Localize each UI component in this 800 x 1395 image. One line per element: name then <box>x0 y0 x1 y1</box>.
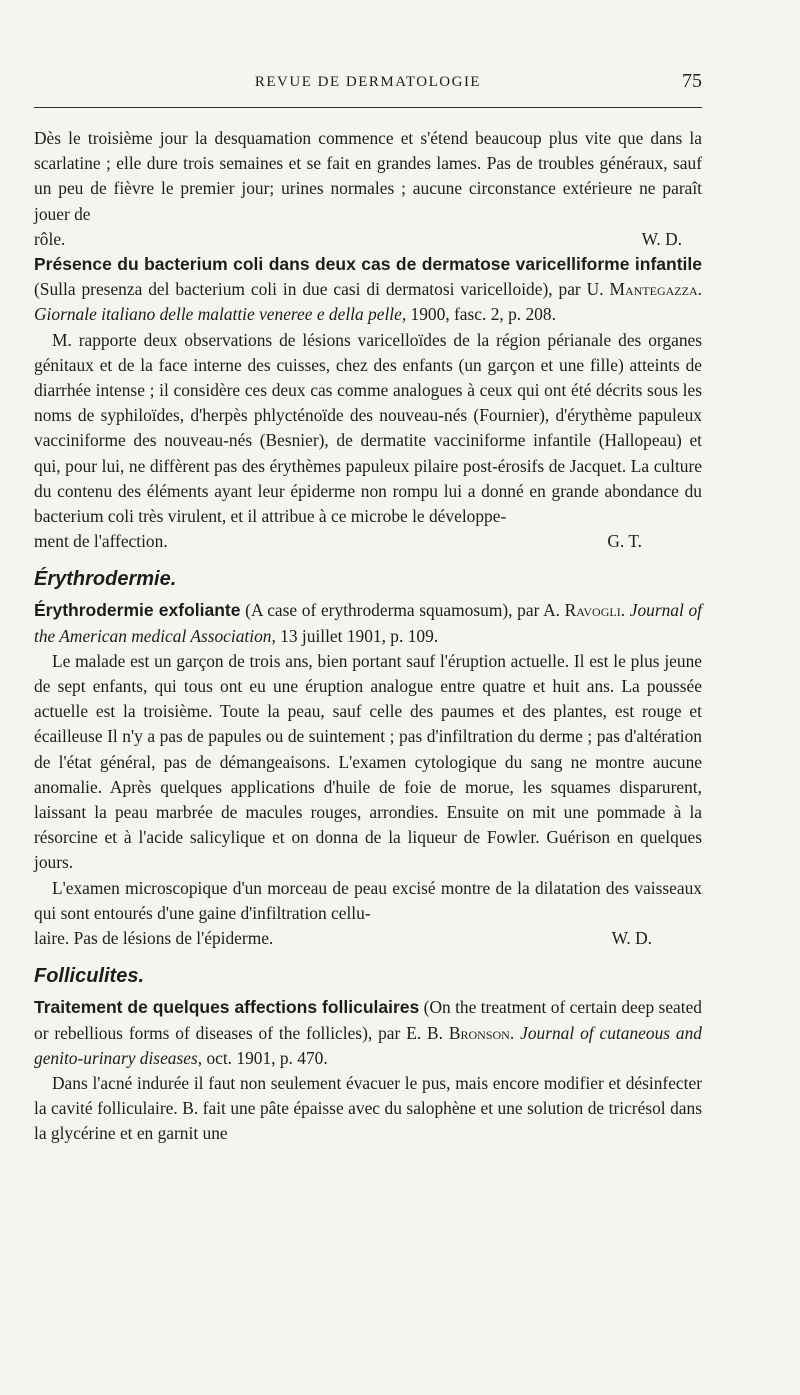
article-reference: 1900, fasc. 2, p. 208. <box>406 304 556 325</box>
article-subtitle: (Sulla presenza del bacterium coli in due casi di dermatosi varicelloide), par U. <box>34 279 610 300</box>
signature: G. T. <box>607 531 642 552</box>
section-heading: Folliculites. <box>34 965 145 988</box>
article-subtitle: (On the treatment of certain deep seated or rebellious forms of diseases of the follicles), par E. B. <box>34 997 702 1043</box>
paragraph-end <box>34 926 702 951</box>
article-reference: oct. 1901, p. 470. <box>202 1047 328 1068</box>
paragraph: Dès le troisième jour la desquamation commence et s'étend beaucoup plus vite que dans la scarlatine ; elle dure trois semaines et se fait en grandes lames. Pas de troubles généraux, sauf un peu de fièvre le premier jour; urines normales ; aucune circonstance extérieure ne paraît jouer de <box>34 128 702 224</box>
article-author: Mantegazza <box>609 279 698 300</box>
article-sep: . <box>620 600 630 621</box>
article-title: Érythrodermie exfoliante <box>34 600 241 621</box>
article-header <box>34 252 702 328</box>
article-title: Présence du bacterium coli dans deux cas de dermatose varicelliforme infantile <box>34 254 702 275</box>
paragraph: L'examen microscopique d'un morceau de peau excisé montre de la dilatation des vaisseaux qui sont entourés d'une gaine d'infiltration cellu- <box>34 877 702 923</box>
section-heading: Érythrodermie. <box>34 568 177 591</box>
paragraph: M. rapporte deux observations de lésions varicelloïdes de la région périanale des organes génitaux et de la face interne des cuisses, chez des enfants (un garçon et une fille) atteints de diarrhée intense ; il considère ces deux cas comme analogues à ceux qui ont été décrits sous les noms de syphiloïdes, d'herpès phlycténoïde des nouveau-nés (Fournier), d'érythème papuleux vacciniforme des nouveau-nés (Besnier), de dermatite vacciniforme infantile (Hallopeau) et qui, pour lui, ne diffèrent pas des érythèmes papuleux pilaire post-érosifs de Jacquet. La culture du contenu des éléments ayant leur épiderme non rompu lui a donné en grande abondance du bacterium coli très virulent, et il attribue à ce microbe le développe- <box>34 329 702 527</box>
article-reference: 13 juillet 1901, p. 109. <box>275 625 439 646</box>
article-sep: . <box>509 1022 521 1043</box>
last-line: laire. Pas de lésions de l'épiderme. <box>34 928 274 949</box>
running-head <box>34 70 702 96</box>
last-line: rôle. <box>34 228 66 249</box>
paragraph-end <box>34 529 702 554</box>
article-journal: Journal of the American medical Association, <box>34 600 703 646</box>
header-rule <box>34 107 702 108</box>
article-journal: Journal of cutaneous and genito-urinary diseases, <box>34 1022 703 1068</box>
signature: W. D. <box>641 228 682 249</box>
body-text <box>34 126 702 1147</box>
page-number: 75 <box>682 70 702 92</box>
article-journal: Giornale italiano delle malattie veneree e della pelle, <box>34 304 407 325</box>
article-title: Traitement de quelques affections folliculaires <box>34 997 420 1018</box>
article-author: Bronson <box>448 1022 510 1043</box>
paragraph: Dans l'acné indurée il faut non seulement évacuer le pus, mais encore modifier et désinfecter la cavité folliculaire. B. fait une pâte épaisse avec du salophène et une solution de tricrésol dans la glycérine et en garnit une <box>34 1072 702 1144</box>
article-header <box>34 995 702 1071</box>
paragraph-end <box>34 227 702 252</box>
article-sep: . <box>697 279 702 300</box>
paragraph: Le malade est un garçon de trois ans, bien portant sauf l'éruption actuelle. Il est le plus jeune de sept enfants, qui tous ont eu une éruption analogue entre quatre et huit ans. La poussée actuelle est la troisième. Toute la peau, sauf celle des paumes et des plantes, est rouge et écailleuse Il n'y a pas de papules ou de suintement ; pas d'infiltration du derme ; pas d'altération de l'état général, pas de démangeaisons. L'examen cytologique du sang ne montre aucune anomalie. Après quelques applications d'huile de foie de morue, les squames disparurent, laissant la peau marbrée de macules rouges, arrondies. Ensuite on mit une pommade à la résorcine et à l'acide salicylique et on donna de la liqueur de Fowler. Guérison en quelques jours. <box>34 650 702 873</box>
signature: W. D. <box>611 928 652 949</box>
article-subtitle: (A case of erythroderma squamosum), par A. <box>240 600 565 621</box>
last-line: ment de l'affection. <box>34 531 168 552</box>
article-author: Ravogli <box>564 600 621 621</box>
article-header <box>34 598 702 648</box>
running-title: REVUE DE DERMATOLOGIE <box>254 74 482 90</box>
